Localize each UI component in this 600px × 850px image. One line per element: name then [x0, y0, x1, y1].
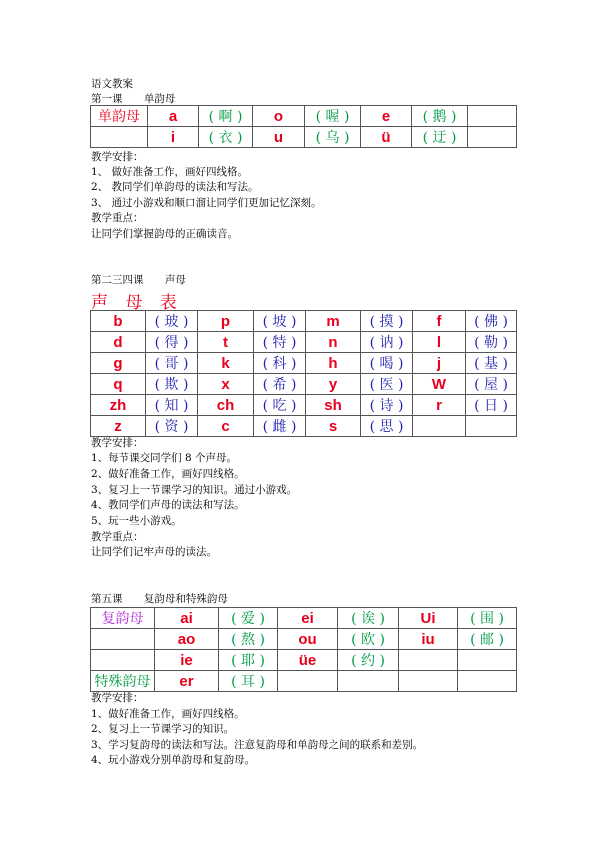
example-char: ( 喔 ): [305, 106, 361, 127]
empty-cell: [338, 671, 399, 692]
lesson1-plan-item: 2、 教同学们单韵母的读法和写法。: [91, 181, 259, 193]
example-char: ( 医 ): [361, 374, 413, 395]
pinyin-letter: W: [413, 374, 466, 395]
doc-title: 语文教案: [91, 78, 133, 90]
pinyin-letter: er: [155, 671, 219, 692]
lesson1-focus: 让同学们掌握韵母的正确读音。: [91, 228, 238, 240]
special-finals-label: 特殊韵母: [91, 671, 155, 692]
example-char: ( 乌 ): [305, 127, 361, 148]
pinyin-letter: ai: [155, 608, 219, 629]
pinyin-letter: x: [198, 374, 254, 395]
pinyin-letter: b: [91, 311, 146, 332]
pinyin-letter: q: [91, 374, 146, 395]
example-char: ( 啊 ): [199, 106, 253, 127]
pinyin-letter: s: [306, 416, 361, 437]
empty-cell: [468, 106, 517, 127]
lesson1-table: [90, 105, 517, 148]
empty-cell: [413, 416, 466, 437]
compound-finals-label: 复韵母: [91, 608, 155, 629]
example-char: ( 佛 ): [466, 311, 517, 332]
pinyin-letter: ei: [278, 608, 338, 629]
example-char: ( 玻 ): [146, 311, 198, 332]
pinyin-letter: z: [91, 416, 146, 437]
pinyin-letter: l: [413, 332, 466, 353]
lesson3-plan-item: 3、学习复韵母的读法和写法。注意复韵母和单韵母之间的联系和差别。: [91, 739, 424, 751]
example-char: ( 诶 ): [338, 608, 399, 629]
initials-table: [90, 310, 517, 437]
empty-cell: [468, 127, 517, 148]
pinyin-letter: t: [198, 332, 254, 353]
pinyin-letter: i: [148, 127, 199, 148]
finals-table: [90, 607, 517, 692]
pinyin-letter: n: [306, 332, 361, 353]
lesson1-number: 第一课: [91, 93, 123, 105]
pinyin-letter: k: [198, 353, 254, 374]
example-char: ( 欧 ): [338, 629, 399, 650]
example-char: ( 诗 ): [361, 395, 413, 416]
example-char: ( 屋 ): [466, 374, 517, 395]
lesson1-row-label: 单韵母: [91, 106, 148, 127]
example-char: ( 科 ): [254, 353, 306, 374]
example-char: ( 希 ): [254, 374, 306, 395]
example-char: ( 得 ): [146, 332, 198, 353]
empty-cell: [399, 671, 458, 692]
lesson2-number: 第二三四课: [91, 274, 144, 286]
pinyin-letter: iu: [399, 629, 458, 650]
pinyin-letter: zh: [91, 395, 146, 416]
lesson2-plan-item: 2、做好准备工作，画好四线格。: [91, 468, 245, 480]
empty-cell: [458, 671, 517, 692]
example-char: ( 基 ): [466, 353, 517, 374]
lesson2-plan-item: 4、教同学们声母的读法和写法。: [91, 499, 245, 511]
lesson3-plan-title: 教学安排：: [91, 692, 144, 704]
lesson1-plan-item: 3、 通过小游戏和顺口溜让同学们更加记忆深刻。: [91, 197, 322, 209]
empty-cell: [399, 650, 458, 671]
example-char: ( 鹅 ): [412, 106, 468, 127]
example-char: ( 思 ): [361, 416, 413, 437]
pinyin-letter: c: [198, 416, 254, 437]
example-char: ( 知 ): [146, 395, 198, 416]
pinyin-letter: ch: [198, 395, 254, 416]
example-char: ( 吃 ): [254, 395, 306, 416]
pinyin-letter: u: [253, 127, 305, 148]
pinyin-letter: sh: [306, 395, 361, 416]
empty-cell: [91, 127, 148, 148]
example-char: ( 勒 ): [466, 332, 517, 353]
lesson1-focus-title: 教学重点：: [91, 212, 144, 224]
pinyin-letter: f: [413, 311, 466, 332]
lesson1-plan-item: 1、 做好准备工作，画好四线格。: [91, 166, 249, 178]
empty-cell: [91, 650, 155, 671]
lesson3-number: 第五课: [91, 593, 123, 605]
lesson3-heading: [91, 592, 228, 606]
pinyin-letter: üe: [278, 650, 338, 671]
empty-cell: [91, 629, 155, 650]
example-char: ( 迂 ): [412, 127, 468, 148]
example-char: ( 邮 ): [458, 629, 517, 650]
pinyin-letter: ie: [155, 650, 219, 671]
example-char: ( 特 ): [254, 332, 306, 353]
example-char: ( 围 ): [458, 608, 517, 629]
pinyin-letter: a: [148, 106, 199, 127]
pinyin-letter: d: [91, 332, 146, 353]
lesson1-plan-title: 教学安排：: [91, 151, 144, 163]
lesson2-topic: 声母: [164, 274, 186, 286]
pinyin-letter: Ui: [399, 608, 458, 629]
empty-cell: [466, 416, 517, 437]
lesson1-topic: 单韵母: [143, 93, 176, 105]
pinyin-letter: e: [361, 106, 412, 127]
pinyin-letter: j: [413, 353, 466, 374]
lesson3-plan-item: 4、玩小游戏分别单韵母和复韵母。: [91, 754, 256, 766]
pinyin-letter: r: [413, 395, 466, 416]
example-char: ( 雌 ): [254, 416, 306, 437]
lesson3-plan-item: 1、做好准备工作，画好四线格。: [91, 708, 245, 720]
pinyin-letter: o: [253, 106, 305, 127]
example-char: ( 熬 ): [219, 629, 278, 650]
pinyin-letter: g: [91, 353, 146, 374]
example-char: ( 耳 ): [219, 671, 278, 692]
example-char: ( 哥 ): [146, 353, 198, 374]
pinyin-letter: ou: [278, 629, 338, 650]
pinyin-letter: y: [306, 374, 361, 395]
pinyin-letter: ao: [155, 629, 219, 650]
lesson3-plan-item: 2、复习上一节课学习的知识。: [91, 723, 235, 735]
example-char: ( 耶 ): [219, 650, 278, 671]
lesson2-focus: 让同学们记牢声母的读法。: [91, 546, 217, 558]
example-char: ( 约 ): [338, 650, 399, 671]
example-char: ( 喝 ): [361, 353, 413, 374]
lesson2-plan-item: 3、复习上一节课学习的知识。通过小游戏。: [91, 484, 298, 496]
lesson2-plan-item: 1、每节课交同学们 8 个声母。: [91, 452, 238, 464]
example-char: ( 日 ): [466, 395, 517, 416]
pinyin-letter: m: [306, 311, 361, 332]
pinyin-letter: p: [198, 311, 254, 332]
lesson3-topic: 复韵母和特殊韵母: [143, 593, 228, 605]
example-char: ( 讷 ): [361, 332, 413, 353]
example-char: ( 欺 ): [146, 374, 198, 395]
pinyin-letter: ü: [361, 127, 412, 148]
lesson2-heading: [91, 273, 186, 287]
example-char: ( 衣 ): [199, 127, 253, 148]
empty-cell: [458, 650, 517, 671]
empty-cell: [278, 671, 338, 692]
example-char: ( 坡 ): [254, 311, 306, 332]
example-char: ( 爱 ): [219, 608, 278, 629]
initials-table-title: 声 母 表: [91, 293, 183, 313]
example-char: ( 资 ): [146, 416, 198, 437]
lesson2-focus-title: 教学重点：: [91, 531, 144, 543]
pinyin-letter: h: [306, 353, 361, 374]
lesson2-plan-item: 5、玩一些小游戏。: [91, 515, 182, 527]
lesson1-heading: [91, 92, 175, 106]
lesson2-plan-title: 教学安排：: [91, 437, 144, 449]
example-char: ( 摸 ): [361, 311, 413, 332]
